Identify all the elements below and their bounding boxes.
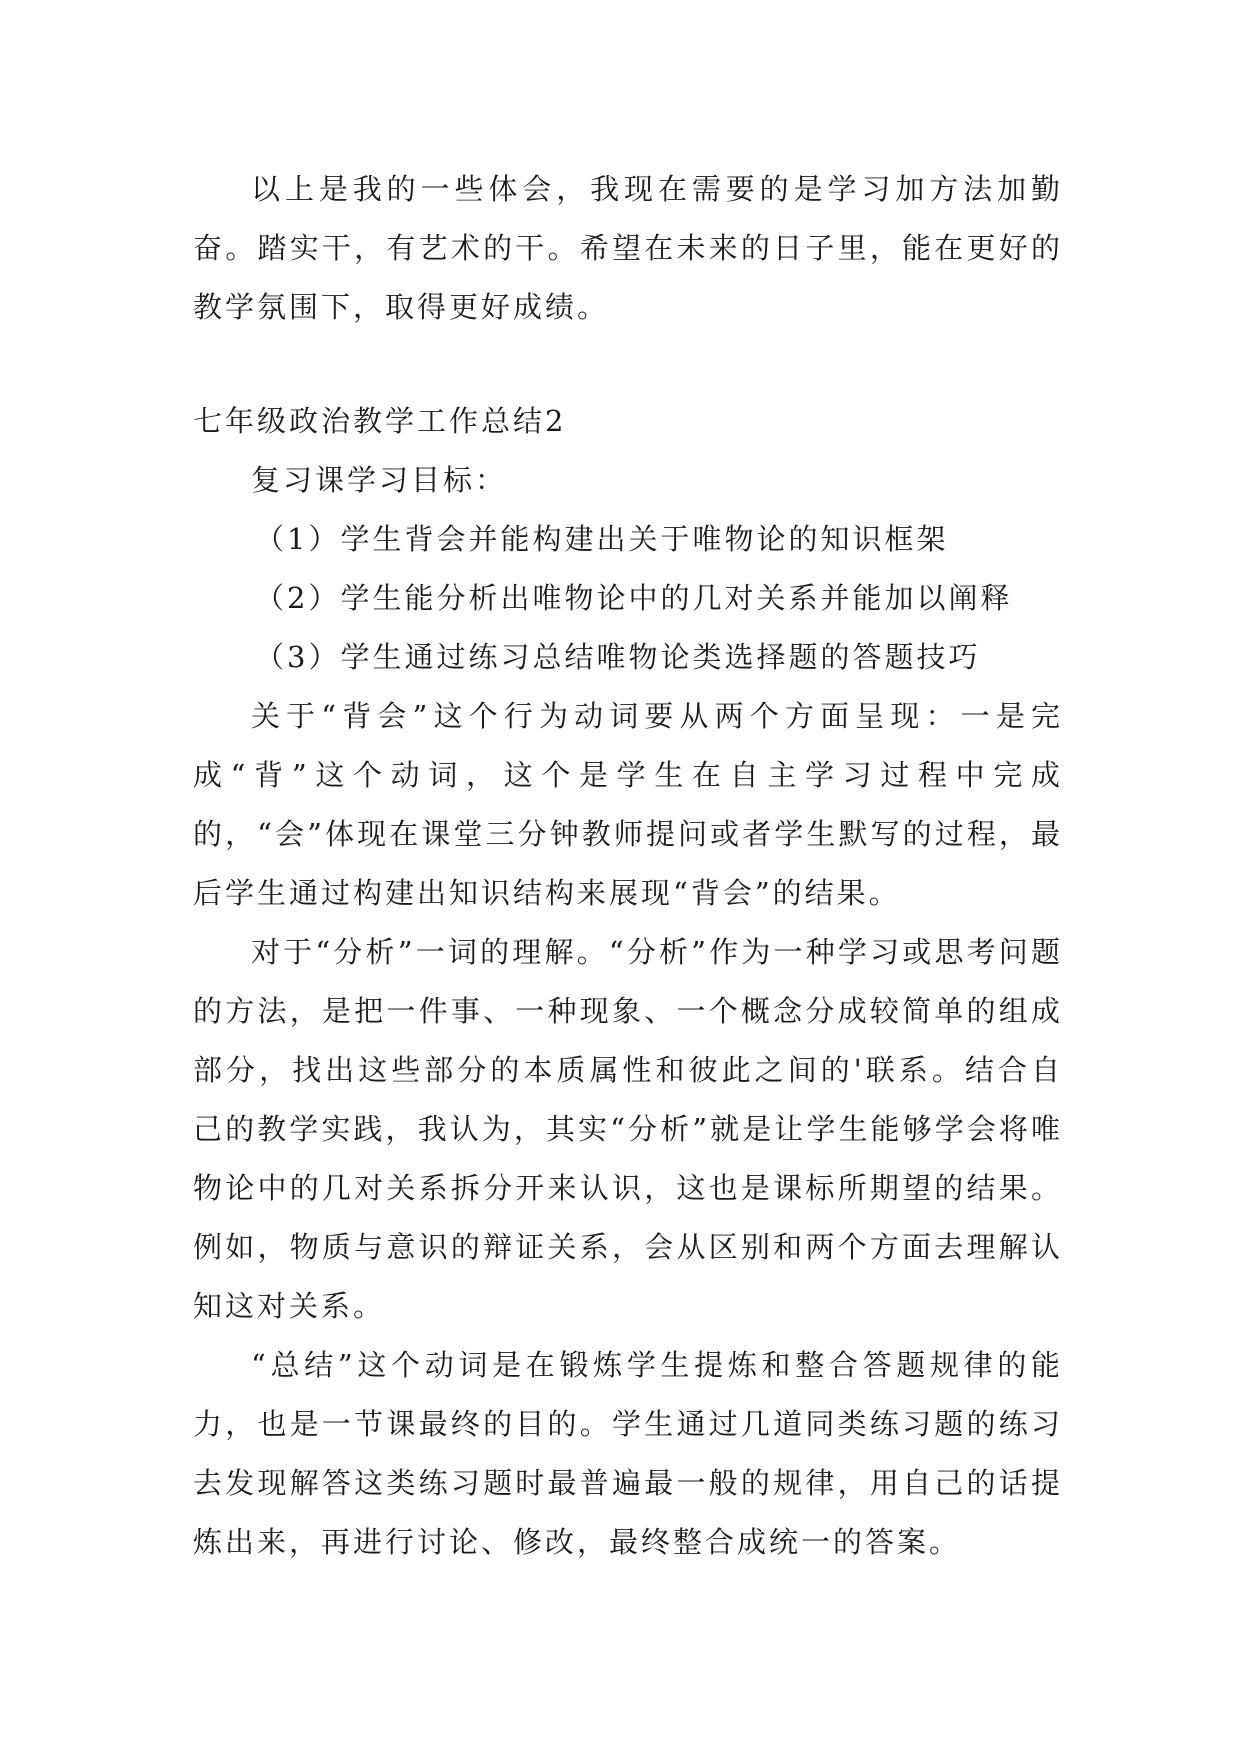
objective-item-1: （1）学生背会并能构建出关于唯物论的知识框架	[255, 522, 949, 556]
objective-item-3: （3）学生通过练习总结唯物论类选择题的答题技巧	[255, 640, 981, 674]
intro-paragraph: 以上是我的一些体会，我现在需要的是学习加方法加勤奋。踏实干，有艺术的干。希望在未来的日子里，能在更好的教学氛围下，取得更好成绩。	[193, 172, 1063, 324]
paragraph-summarize: “总结”这个动词是在锻炼学生提炼和整合答题规律的能力，也是一节课最终的目的。学生通过几道同类练习题的练习去发现解答这类练习题时最普遍最一般的规律，用自己的话提炼出来，再进行讨论、修改，最终整合成统一的答案。	[193, 1348, 1063, 1559]
paragraph-memorize: 关于“背会”这个行为动词要从两个方面呈现：一是完成“背”这个动词，这个是学生在自主学习过程中完成的，“会”体现在课堂三分钟教师提问或者学生默写的过程，最后学生通过构建出知识结构来展现“背会”的结果。	[193, 699, 1063, 910]
objective-item-2: （2）学生能分析出唯物论中的几对关系并能加以阐释	[255, 581, 1013, 615]
section-gap	[193, 337, 1063, 392]
paragraph-analyze: 对于“分析”一词的理解。“分析”作为一种学习或思考问题的方法，是把一件事、一种现象、一个概念分成较简单的组成部分，找出这些部分的本质属性和彼此之间的'联系。结合自己的教学实践，我认为，其实“分析”就是让学生能够学会将唯物论中的几对关系拆分开来认识，这也是课标所期望的结果。例如，物质与意识的辩证关系，会从区别和两个方面去理解认知这对关系。	[193, 935, 1063, 1323]
review-title: 复习课学习目标：	[251, 463, 508, 497]
section-title: 七年级政治教学工作总结2	[193, 404, 567, 438]
document-body	[193, 160, 1063, 1572]
